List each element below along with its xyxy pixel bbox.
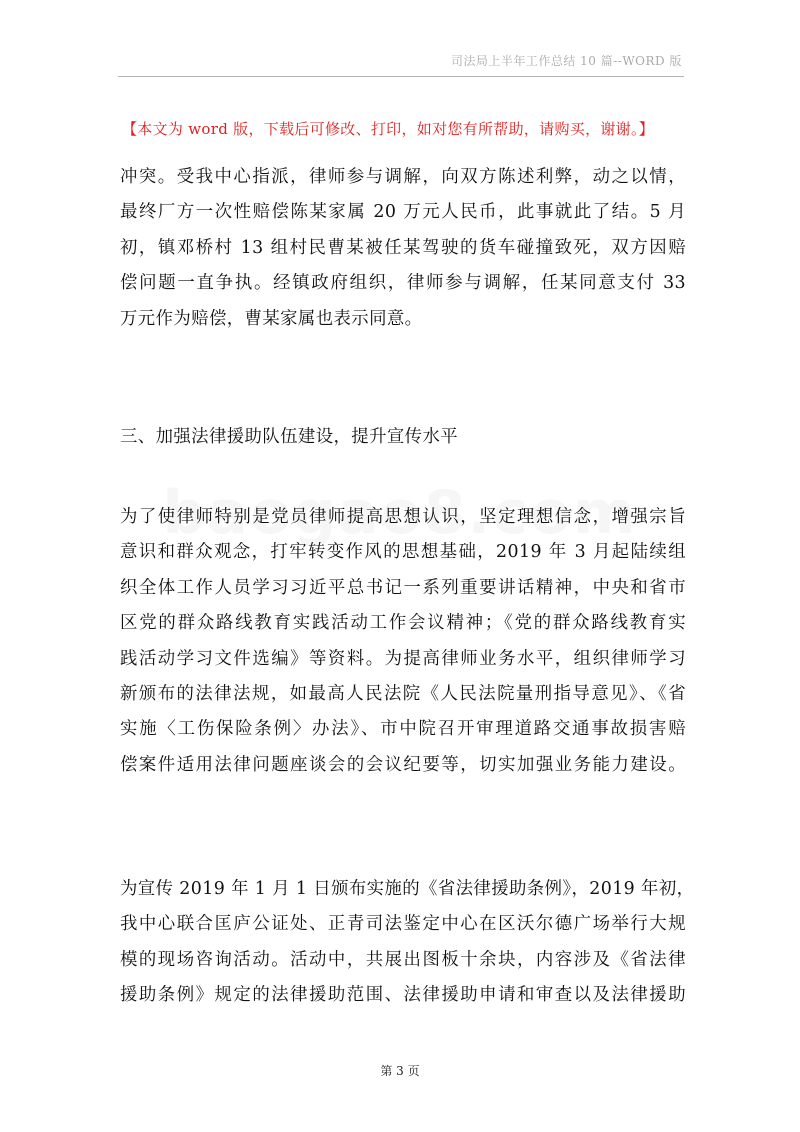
paragraph-line: 新颁布的法律法规，如最高人民法院《人民法院量刑指导意见》、《省 (120, 684, 686, 705)
paragraph-2 (120, 500, 686, 783)
paragraph-line: 偿问题一直争执。经镇政府组织，律师参与调解，任某同意支付 33 (120, 273, 686, 294)
paragraph-line: 万元作为赔偿，曹某家属也表示同意。 (120, 308, 423, 329)
paragraph-line: 践活动学习文件选编》等资料。为提高律师业务水平，组织律师学习 (120, 648, 686, 669)
page-number: 第 3 页 (380, 1064, 420, 1078)
paragraph-line: 为宣传 2019 年 1 月 1 日颁布实施的《省法律援助条例》，2019 年初， (120, 879, 695, 899)
paragraph-line: 我中心联合匡庐公证处、正青司法鉴定中心在区沃尔德广场举行大规 (120, 914, 686, 935)
running-header-title: 司法局上半年工作总结 10 篇--WORD 版 (450, 54, 682, 68)
download-notice: 【本文为 word 版，下载后可修改、打印，如对您有所帮助，请购买，谢谢。】 (122, 120, 655, 138)
header-divider (118, 76, 684, 77)
paragraph-line: 援助条例》规定的法律援助范围、法律援助申请和审查以及法律援助 (120, 985, 686, 1006)
section-heading: 三、加强法律援助队伍建设，提升宣传水平 (120, 427, 459, 447)
paragraph-line: 最终厂方一次性赔偿陈某家属 20 万元人民币，此事就此了结。5 月 (120, 202, 686, 223)
paragraph-line: 意识和群众观念，打牢转变作风的思想基础，2019 年 3 月起陆续组 (120, 542, 686, 563)
paragraph-line: 实施〈工伤保险条例〉办法》、市中院召开审理道路交通事故损害赔 (120, 719, 686, 740)
paragraph-line: 为了使律师特别是党员律师提高思想认识，坚定理想信念，增强宗旨 (120, 507, 686, 527)
paragraph-line: 织全体工作人员学习习近平总书记一系列重要讲话精神，中央和省市 (120, 577, 686, 598)
paragraph-line: 模的现场咨询活动。活动中，共展出图板十余块，内容涉及《省法律 (120, 949, 686, 970)
paragraph-line: 初，镇邓桥村 13 组村民曹某被任某驾驶的货车碰撞致死，双方因赔 (120, 237, 686, 258)
paragraph-line: 区党的群众路线教育实践活动工作会议精神；《党的群众路线教育实 (120, 613, 686, 634)
paragraph-line: 冲突。受我中心指派，律师参与调解，向双方陈述利弊，动之以情， (120, 167, 686, 187)
paragraph-1 (120, 160, 686, 337)
paragraph-3 (120, 872, 695, 1014)
paragraph-line: 偿案件适用法律问题座谈会的会议纪要等，切实加强业务能力建设。 (120, 754, 686, 775)
